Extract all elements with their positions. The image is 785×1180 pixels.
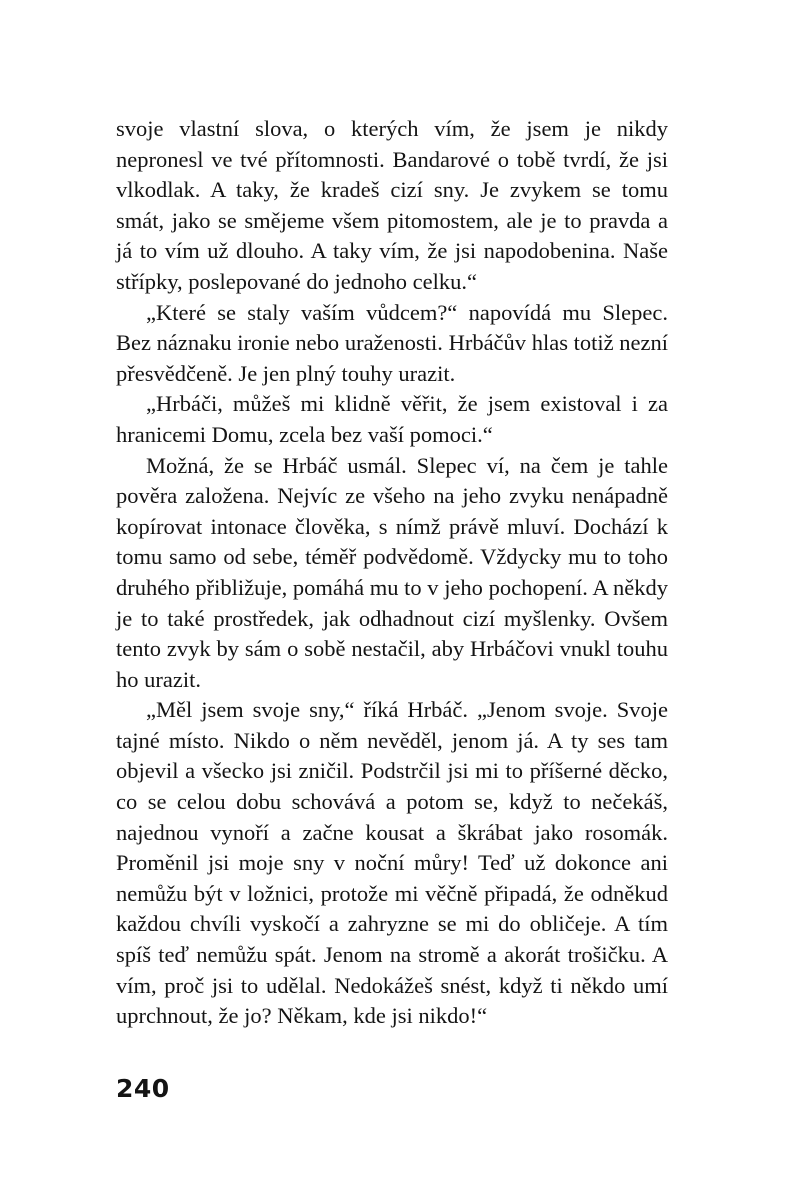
paragraph: „Hrbáči, můžeš mi klidně věřit, že jsem existoval i za hranicemi Domu, zcela bez vaší pomoci.“	[116, 391, 668, 447]
paragraph: Možná, že se Hrbáč usmál. Slepec ví, na čem je tahle pověra založena. Nejvíc ze všeho na jeho zvyku nenápadně kopírovat intonace člověka, s nímž právě mluví. Dochází k tomu samo od sebe, téměř podvědomě. Vždycky mu to toho druhého přibližuje, pomáhá mu to v jeho pochopení. A někdy je to také prostředek, jak odhadnout cizí myšlenky. Ovšem tento zvyk by sám o sobě nestačil, aby Hrbáčovi vnukl touhu ho urazit.	[116, 452, 668, 692]
body-text	[116, 114, 668, 1032]
paragraph: svoje vlastní slova, o kterých vím, že jsem je nikdy nepronesl ve tvé přítomnosti. Bandarové o tobě tvrdí, že jsi vlkodlak. A taky, že kradeš cizí sny. Je zvykem se tomu smát, jako se smějeme všem pitomostem, ale je to pravda a já to vím už dlouho. A taky vím, že jsi napodobenina. Naše střípky, poslepované do jednoho celku.“	[116, 116, 668, 294]
paragraph: „Které se staly vaším vůdcem?“ napovídá mu Slepec. Bez náznaku ironie nebo uraženosti. Hrbáčův hlas totiž nezní přesvědčeně. Je jen plný touhy urazit.	[116, 299, 668, 386]
paragraph: „Měl jsem svoje sny,“ říká Hrbáč. „Jenom svoje. Svoje tajné místo. Nikdo o něm nevěděl, jenom já. A ty ses tam objevil a všecko jsi zničil. Podstrčil jsi mi to příšerné děcko, co se celou dobu schovává a potom se, když to nečekáš, najednou vynoří a začne kousat a škrábat jako rosomák. Proměnil jsi moje sny v noční můry! Teď už dokonce ani nemůžu být v ložnici, protože mi věčně připadá, že odněkud každou chvíli vyskočí a zahryzne se mi do obličeje. A tím spíš teď nemůžu spát. Jenom na stromě a akorát trošičku. A vím, proč jsi to udělal. Nedokážeš snést, když ti někdo umí uprchnout, že jo? Někam, kde jsi nikdo!“	[116, 697, 668, 1029]
page-number: 240	[116, 1074, 170, 1103]
